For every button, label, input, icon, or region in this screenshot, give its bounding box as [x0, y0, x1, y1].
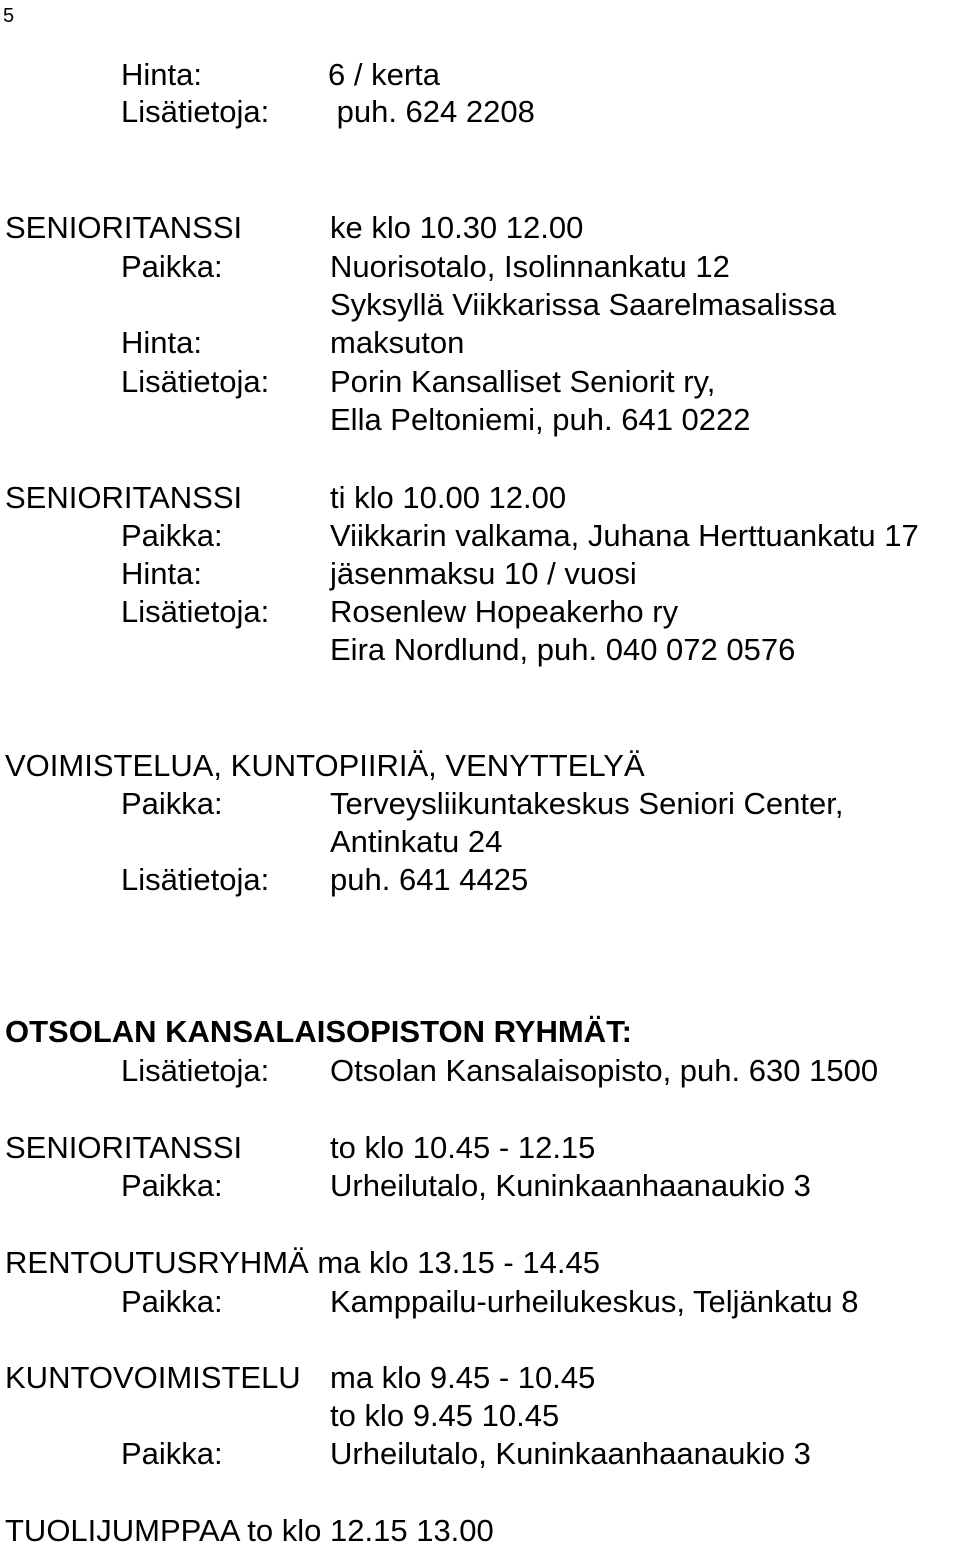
activity-heading: SENIORITANSSI: [5, 1130, 243, 1165]
place-value: Kamppailu-urheilukeskus, Teljänkatu 8: [330, 1284, 859, 1319]
activity-heading: SENIORITANSSI: [5, 210, 243, 245]
place-value-cont: Antinkatu 24: [330, 824, 503, 859]
place-value: Terveysliikuntakeskus Seniori Center,: [330, 786, 844, 821]
price-value: jäsenmaksu 10 / vuosi: [330, 556, 637, 591]
page-number: 5: [3, 5, 15, 27]
info-value: Porin Kansalliset Seniorit ry,: [330, 364, 716, 399]
info-value: Otsolan Kansalaisopisto, puh. 630 1500: [330, 1053, 879, 1088]
place-value: Viikkarin valkama, Juhana Herttuankatu 17: [330, 518, 919, 553]
activity-time-cont: to klo 9.45 10.45: [330, 1398, 560, 1433]
activity-heading: SENIORITANSSI: [5, 480, 243, 515]
place-value: Urheilutalo, Kuninkaanhaanaukio 3: [330, 1436, 811, 1471]
info-label: Lisätietoja:: [121, 94, 270, 129]
place-label: Paikka:: [121, 518, 223, 553]
place-value-cont: Syksyllä Viikkarissa Saarelmasalissa: [330, 287, 836, 322]
section-heading: OTSOLAN KANSALAISOPISTON RYHMÄT:: [5, 1014, 632, 1049]
place-label: Paikka:: [121, 1168, 223, 1203]
place-label: Paikka:: [121, 1284, 223, 1319]
place-label: Paikka:: [121, 1436, 223, 1471]
activity-heading: KUNTOVOIMISTELU: [5, 1360, 301, 1395]
activity-heading: VOIMISTELUA, KUNTOPIIRIÄ, VENYTTELYÄ: [5, 748, 645, 783]
price-value: 6 / kerta: [328, 57, 440, 92]
info-value-cont: Ella Peltoniemi, puh. 641 0222: [330, 402, 751, 437]
info-label: Lisätietoja:: [121, 594, 270, 629]
place-value: Urheilutalo, Kuninkaanhaanaukio 3: [330, 1168, 811, 1203]
price-label: Hinta:: [121, 556, 202, 591]
info-label: Lisätietoja:: [121, 364, 270, 399]
info-value: puh. 641 4425: [330, 862, 529, 897]
activity-time: ma klo 9.45 - 10.45: [330, 1360, 596, 1395]
activity-heading: TUOLIJUMPPAA to klo 12.15 13.00: [5, 1513, 494, 1548]
place-label: Paikka:: [121, 249, 223, 284]
activity-time: ti klo 10.00 12.00: [330, 480, 567, 515]
place-value: Nuorisotalo, Isolinnankatu 12: [330, 249, 730, 284]
price-label: Hinta:: [121, 325, 202, 360]
info-value-cont: Eira Nordlund, puh. 040 072 0576: [330, 632, 796, 667]
price-value: maksuton: [330, 325, 465, 360]
activity-heading: RENTOUTUSRYHMÄ ma klo 13.15 - 14.45: [5, 1245, 600, 1280]
info-label: Lisätietoja:: [121, 1053, 270, 1088]
place-label: Paikka:: [121, 786, 223, 821]
info-label: Lisätietoja:: [121, 862, 270, 897]
info-value: Rosenlew Hopeakerho ry: [330, 594, 679, 629]
price-label: Hinta:: [121, 57, 202, 92]
activity-time: to klo 10.45 - 12.15: [330, 1130, 596, 1165]
info-value: puh. 624 2208: [328, 94, 535, 129]
activity-time: ke klo 10.30 12.00: [330, 210, 584, 245]
